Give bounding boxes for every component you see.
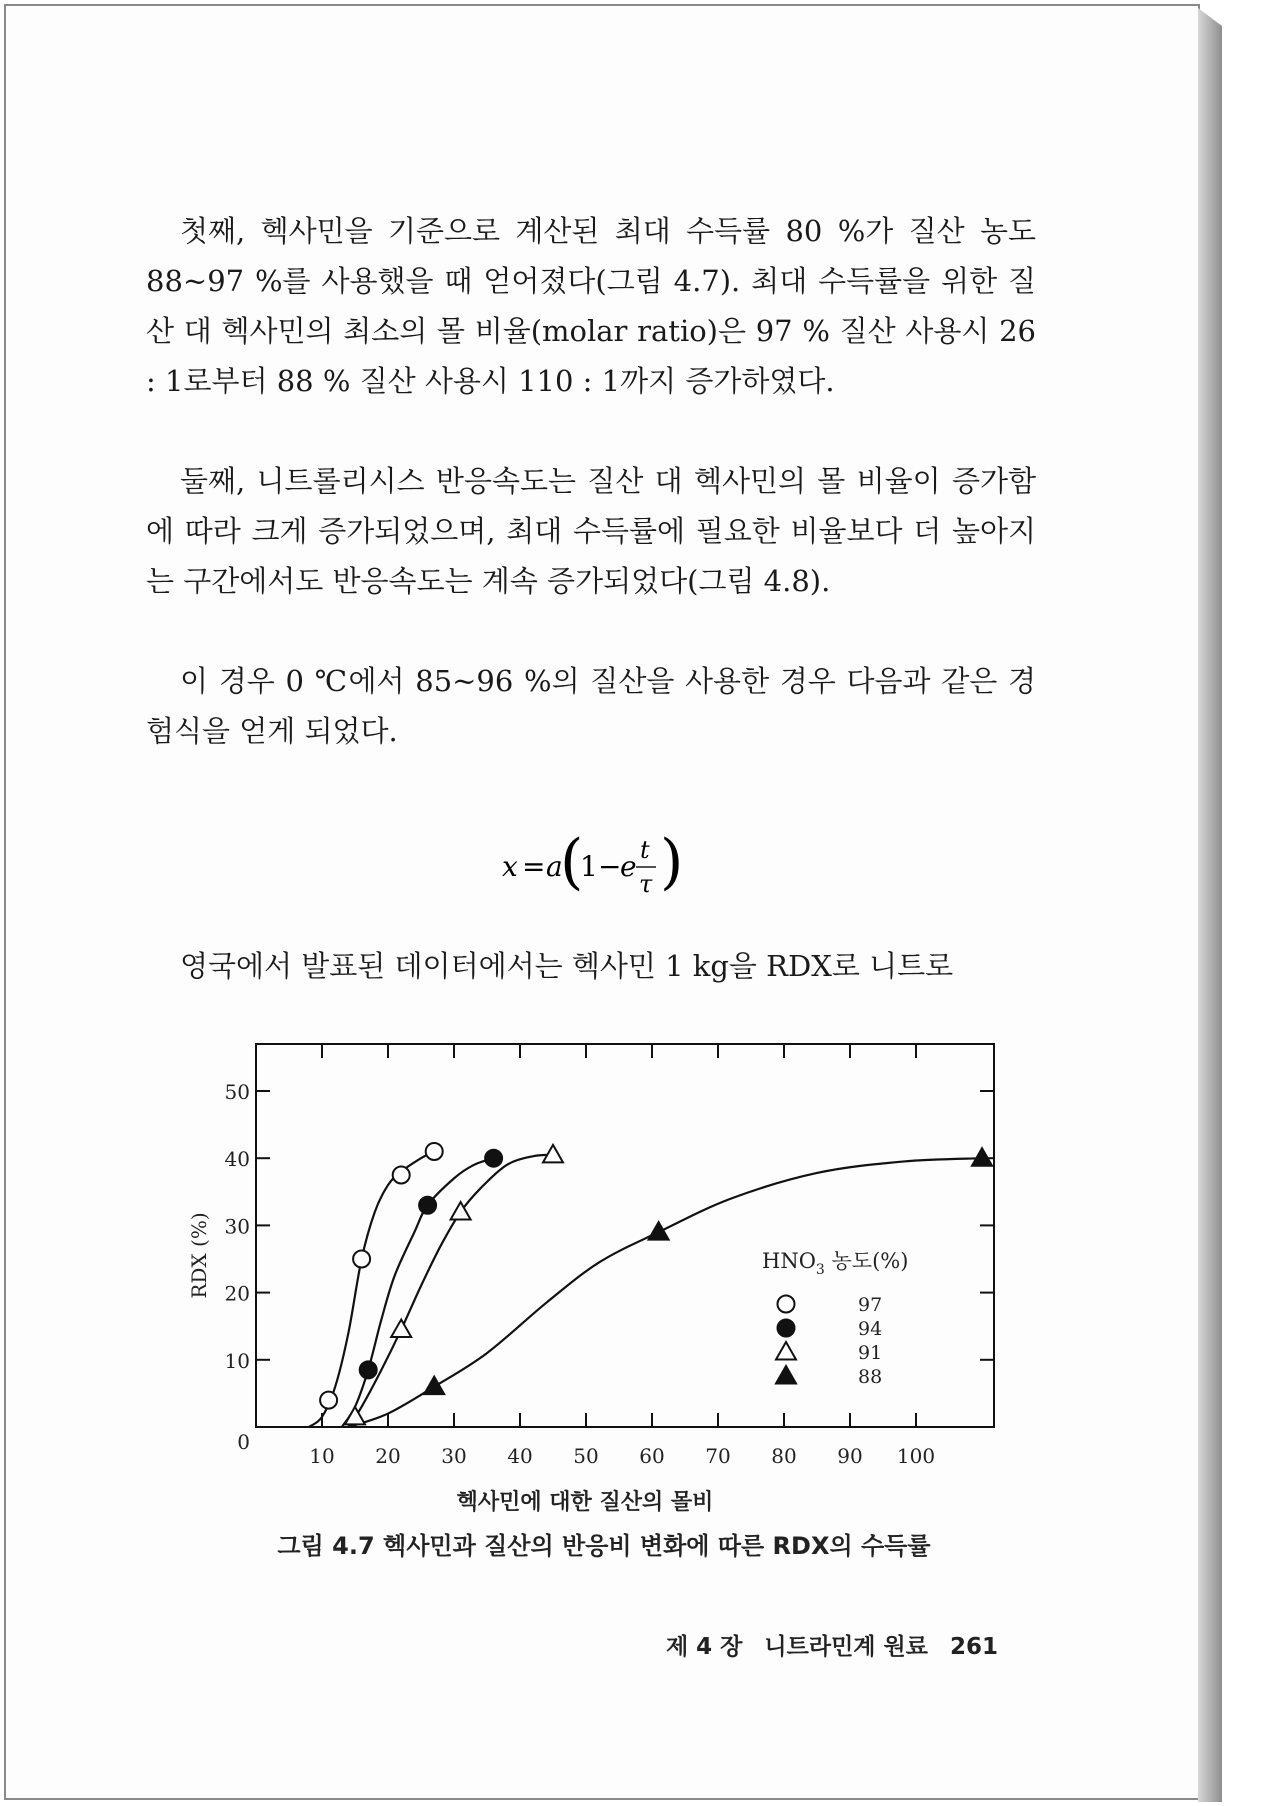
data-point-94 — [419, 1197, 436, 1214]
eq-right-paren: ) — [660, 827, 684, 897]
data-point-91 — [451, 1202, 471, 1220]
x-axis-label: 헥사민에 대한 질산의 몰비 — [456, 1489, 714, 1515]
data-point-97 — [353, 1251, 370, 1268]
eq-base: e — [620, 850, 637, 883]
data-point-94 — [360, 1361, 377, 1378]
figure-caption: 그림 4.7 헥사민과 질산의 반응비 변화에 따른 RDX의 수득률 — [277, 1532, 931, 1560]
curve-series-97 — [309, 1151, 434, 1427]
legend-label-94: 94 — [858, 1318, 883, 1340]
data-point-91 — [543, 1145, 563, 1163]
data-point-97 — [393, 1167, 410, 1184]
y-tick-label: 50 — [224, 1080, 250, 1104]
data-point-97 — [426, 1143, 443, 1160]
legend-marker-97 — [778, 1296, 795, 1313]
data-point-91 — [391, 1320, 411, 1338]
x-tick-label: 20 — [375, 1444, 401, 1468]
eq-minus: − — [598, 850, 622, 883]
eq-equals: = — [522, 850, 546, 883]
footer-chapter: 제 4 장 — [665, 1634, 743, 1660]
legend-marker-91 — [776, 1342, 796, 1360]
legend-label-91: 91 — [858, 1342, 883, 1364]
eq-numerator: t — [640, 836, 650, 864]
eq-denominator: τ — [639, 870, 653, 898]
x-tick-label: 10 — [309, 1444, 335, 1468]
eq-lhs: x — [502, 850, 518, 883]
eq-one: 1 — [580, 850, 598, 883]
x-tick-label: 30 — [441, 1444, 467, 1468]
x-tick-label: 50 — [573, 1444, 599, 1468]
x-tick-label: 100 — [896, 1444, 936, 1468]
data-point-88 — [424, 1377, 444, 1395]
x-tick-label: 60 — [639, 1444, 665, 1468]
eq-coef: a — [546, 850, 563, 883]
y-tick-label: 10 — [224, 1348, 250, 1373]
page-footer — [652, 1628, 998, 1661]
legend-label-97: 97 — [858, 1294, 883, 1316]
x-tick-label: 70 — [705, 1444, 731, 1468]
curve-series-88 — [348, 1158, 982, 1427]
y-tick-label: 20 — [224, 1281, 250, 1306]
legend-title: $HNO_3$ 농도(%) — [762, 1249, 909, 1278]
data-point-94 — [485, 1150, 502, 1167]
book-page — [4, 4, 1200, 1800]
paragraph-3: 이 경우 0 ℃에서 85~96 %의 질산을 사용한 경우 다음과 같은 경험식을 얻게 되었다. — [146, 664, 1036, 748]
data-point-88 — [649, 1222, 669, 1240]
legend-marker-88 — [776, 1366, 796, 1384]
x-tick-label: 90 — [837, 1444, 863, 1468]
y-tick-label: 0 — [237, 1430, 250, 1454]
legend-label-88: 88 — [858, 1366, 883, 1388]
page-number: 261 — [949, 1634, 998, 1660]
y-tick-label: 40 — [224, 1147, 250, 1172]
x-tick-label: 80 — [771, 1444, 797, 1468]
y-axis-label: RDX (%) — [187, 1212, 211, 1299]
curve-series-91 — [348, 1155, 553, 1427]
rdx-yield-chart — [6, 6, 1202, 1526]
legend-marker-94 — [778, 1320, 795, 1337]
paragraph-2: 둘째, 니트롤리시스 반응속도는 질산 대 헥사민의 몰 비율이 증가함에 따라 크게 증가되었으며, 최대 수득률에 필요한 비율보다 더 높아지는 구간에서도 반응속도는 계속 증가되었다(그림 4.8). — [146, 464, 1036, 598]
data-point-97 — [320, 1392, 337, 1409]
data-point-91 — [345, 1407, 365, 1425]
footer-title: 니트라민계 원료 — [764, 1634, 928, 1660]
x-tick-label: 40 — [507, 1444, 533, 1468]
page-edge-shadow — [1198, 8, 1222, 1802]
paragraph-1: 첫째, 헥사민을 기준으로 계산된 최대 수득률 80 %가 질산 농도 88~97 %를 사용했을 때 얻어졌다(그림 4.7). 최대 수득률을 위한 질산 대 헥사민의 최소의 몰 비율(molar ratio)은 97 % 질산 사용시 26 : 1로부터 88 % 질산 사용시 110 : 1까지 증가하였다. — [146, 214, 1036, 398]
y-tick-label: 30 — [224, 1214, 250, 1239]
paragraph-4: 영국에서 발표된 데이터에서는 헥사민 1 kg을 RDX로 니트로 — [180, 949, 954, 983]
eq-left-paren: ( — [560, 827, 584, 897]
data-point-88 — [972, 1148, 992, 1166]
